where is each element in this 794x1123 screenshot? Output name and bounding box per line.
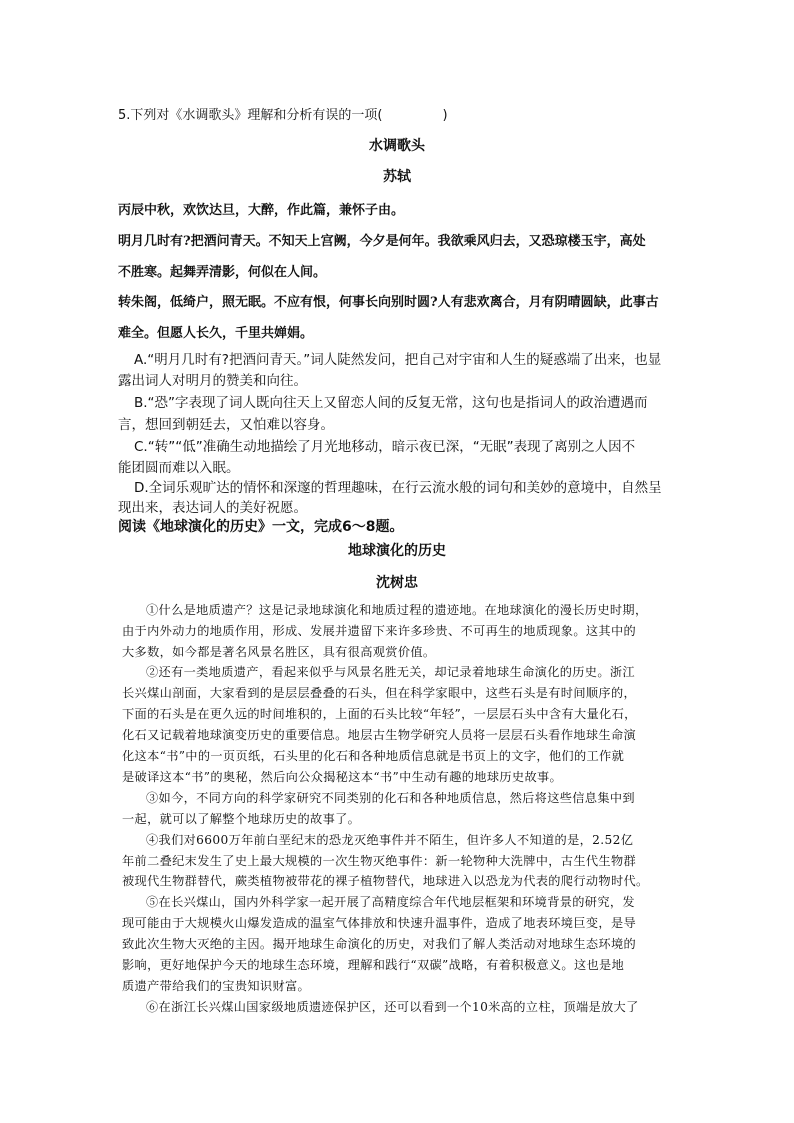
question-5-close: ) (442, 108, 448, 123)
article-line: 年前二叠纪末发生了史上最大规模的一次生物灭绝事件：新一轮物种大洗牌中，古生代生物群 (122, 854, 637, 868)
question-5-text: 5.下列对《水调歌头》理解和分析有误的一项( (118, 108, 383, 123)
poem-author: 苏轼 (383, 169, 411, 185)
option-c-line-1: C.“转”“低”准确生动地描绘了月光地移动，暗示夜已深，“无眠”表现了离别之人因不 (134, 439, 636, 455)
article-line: 长兴煤山剖面，大家看到的是层层叠叠的石头，但在科学家眼中，这些石头是有时间顺序的， (122, 686, 637, 700)
article-line: 下面的石头是在更久远的时间堆积的，上面的石头比较“年轻”，一层层石头中含有大量化石， (122, 707, 637, 721)
article-line: ①什么是地质遗产？这是记录地球演化和地质过程的遗迹地。在地球演化的漫长历史时期， (146, 603, 648, 617)
option-b-line-1: B.“恐”字表现了词人既向往天上又留恋人间的反复无常，这句也是指词人的政治遭遇而 (134, 395, 648, 411)
poem-line: 难全。但愿人长久，千里共婵娟。 (118, 326, 314, 341)
article-title: 地球演化的历史 (348, 543, 446, 559)
article-author: 沈树忠 (376, 575, 418, 591)
article-line: 由于内外动力的地质作用，形成、发展并遗留下来许多珍贵、不可再生的地质现象。这其中的 (122, 624, 637, 638)
article-line: 致此次生物大灭绝的主因。揭开地球生命演化的历史，对我们了解人类活动对地球生态环境的 (122, 937, 637, 951)
article-line: 化这本“书”中的一页页纸，石头里的化石和各种地质信息就是书页上的文字，他们的工作就 (122, 749, 625, 763)
article-line: ⑥在浙江长兴煤山国家级地质遗迹保护区，还可以看到一个10米高的立柱，顶端是放大了 (146, 1000, 639, 1014)
article-line: 质遗产带给我们的宝贵知识财富。 (122, 979, 311, 993)
option-a-line-1: A.“明月几时有?把酒问青天。”词人陡然发问，把自己对宇宙和人生的疑惑端了出来，也显 (134, 352, 662, 368)
poem-preface: 丙辰中秋，欢饮达旦，大醉，作此篇，兼怀子由。 (118, 203, 405, 218)
poem-line: 转朱阁，低绮户，照无眠。不应有恨，何事长向别时圆?人有悲欢离合，月有阴晴圆缺，此事古 (118, 295, 659, 310)
option-d-line-1: D.全词乐观旷达的情怀和深邃的哲理趣味，在行云流水般的词句和美妙的意境中，自然呈 (134, 480, 662, 496)
article-line: ②还有一类地质遗产，看起来似乎与风景名胜无关，却记录着地球生命演化的历史。浙江 (146, 665, 635, 679)
poem-line: 不胜寒。起舞弄清影，何似在人间。 (118, 265, 327, 280)
article-line: ④我们对6600万年前白垩纪末的恐龙灭绝事件并不陌生，但许多人不知道的是，2.52亿 (146, 833, 634, 847)
article-line: 大多数，如今都是著名风景名胜区，具有很高观赏价值。 (122, 645, 436, 659)
option-d-line-2: 现出来，表达词人的美好祝愿。 (118, 500, 307, 516)
article-line: 现可能由于大规模火山爆发造成的温室气体排放和快速升温事件，造成了地表环境巨变，是导 (122, 916, 637, 930)
reading-instruction: 阅读《地球演化的历史》一文，完成6～8题。 (118, 519, 404, 535)
article-line: 化石又记载着地球演变历史的重要信息。地层古生物学研究人员将一层层石头看作地球生命演 (122, 728, 637, 742)
article-line: 被现代生物群替代，蕨类植物被带花的裸子植物替代，地球进入以恐龙为代表的爬行动物时代。 (122, 874, 649, 888)
poem-title: 水调歌头 (369, 138, 425, 154)
article-line: 是破译这本“书”的奥秘，然后向公众揭秘这本“书”中生动有趣的地球历史故事。 (122, 770, 563, 784)
option-a-line-2: 露出词人对明月的赞美和向往。 (118, 373, 307, 389)
article-line: ③如今，不同方向的科学家研究不同类别的化石和各种地质信息，然后将这些信息集中到 (146, 791, 635, 805)
article-line: ⑤在长兴煤山，国内外科学家一起开展了高精度综合年代地层框架和环境背景的研究，发 (146, 895, 635, 909)
option-c-line-2: 能团圆而难以入眠。 (118, 460, 240, 476)
article-line: 影响，更好地保护今天的地球生态环境，理解和践行“双碳”战略，有着积极意义。这也是地 (122, 958, 625, 972)
poem-line: 明月几时有?把酒问青天。不知天上宫阙，今夕是何年。我欲乘风归去，又恐琼楼玉宇，高处 (118, 234, 646, 249)
option-b-line-2: 言，想回到朝廷去，又怕难以容身。 (118, 417, 334, 433)
question-5-stem (118, 104, 448, 123)
article-line: 一起，就可以了解整个地球历史的故事了。 (122, 812, 361, 826)
